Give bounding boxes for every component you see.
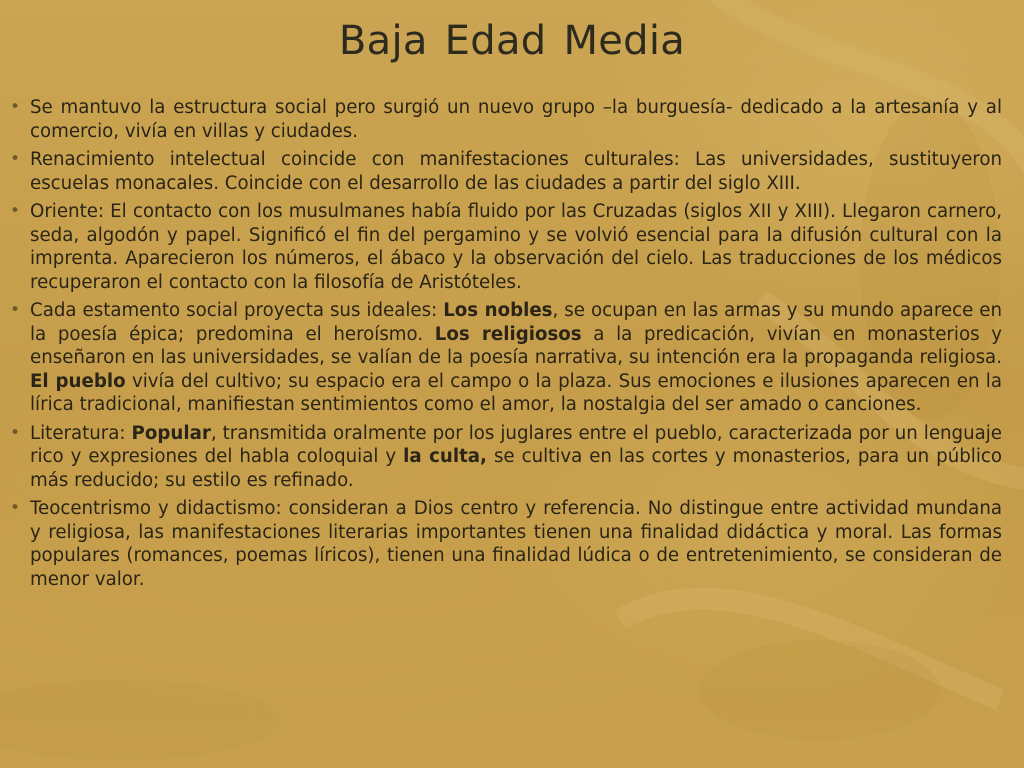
bullet-icon: • — [10, 300, 21, 320]
bullet-icon: • — [10, 149, 21, 169]
bullet-text: Cada estamento social proyecta sus ideales: — [30, 300, 444, 321]
bullet-item — [10, 148, 1002, 195]
bullet-text: Se mantuvo la estructura social pero surgió un nuevo grupo –la burguesía- dedicado a la artesanía y al comercio, vivía en villas y ciudades. — [30, 97, 1002, 142]
bullet-text: Teocentrismo y didactismo: consideran a Dios centro y referencia. No distingue entre actividad mundana y religiosa, las manifestaciones literarias importantes tienen una finalidad didáctica y moral. Las formas populares (romances, poemas líricos), tienen una finalidad lúdica o de entretenimiento, se consideran de menor valor. — [30, 498, 1002, 590]
bullet-item — [10, 422, 1002, 493]
bullet-icon: • — [10, 201, 21, 221]
highlight-popular: Popular — [131, 422, 211, 444]
bullet-icon: • — [10, 498, 21, 518]
bullet-text: a la predicación, vivían en monasterios y enseñaron en las universidades, se valían de la poesía narrativa, su intención era la propaganda religiosa. — [30, 323, 1002, 368]
bullet-text: Oriente: El contacto con los musulmanes había fluido por las Cruzadas (siglos XII y XIII). Llegaron carnero, seda, algodón y papel. Significó el fin del pergamino y se volvió esencial para la difusión cultural con la imprenta. Aparecieron los números, el ábaco y la observación del cielo. Las traducciones de los médicos recuperaron el contacto con la filosofía de Aristóteles. — [30, 201, 1002, 293]
bullet-icon: • — [10, 422, 21, 443]
bullet-item — [10, 497, 1002, 591]
bullet-text: Literatura: — [30, 422, 132, 444]
bullet-item — [10, 96, 1002, 143]
bullet-text: , transmitida oralmente por los juglares entre el pueblo, caracterizada por un lenguaje rico y expresiones del habla coloquial y — [30, 422, 1002, 467]
bullet-text: se cultiva en las cortes y monasterios, para un público más reducido; su estilo es refinado. — [30, 446, 1002, 491]
highlight-nobles: Los nobles — [443, 300, 553, 321]
highlight-pueblo: El pueblo — [30, 370, 126, 392]
bullet-text: , se ocupan en las armas y su mundo aparece en la poesía épica; predomina el heroísmo. — [30, 300, 1002, 345]
highlight-religiosos: Los religiosos — [434, 323, 582, 345]
bullet-text: Renacimiento intelectual coincide con manifestaciones culturales: Las universidades, sustituyeron escuelas monacales. Coincide con el desarrollo de las ciudades a partir del siglo XIII. — [30, 149, 1002, 194]
bullet-item — [10, 299, 1003, 417]
bullet-text: vivía del cultivo; su espacio era el campo o la plaza. Sus emociones e ilusiones aparecen en la lírica tradicional, manifiestan sentimientos como el amor, la nostalgia del ser amado o canciones. — [30, 370, 1003, 415]
page-title: Baja Edad Media — [338, 18, 686, 64]
bullet-item — [10, 200, 1002, 294]
highlight-culta: la culta, — [403, 446, 487, 467]
bullet-list — [10, 96, 1003, 596]
bullet-icon: • — [10, 97, 21, 117]
